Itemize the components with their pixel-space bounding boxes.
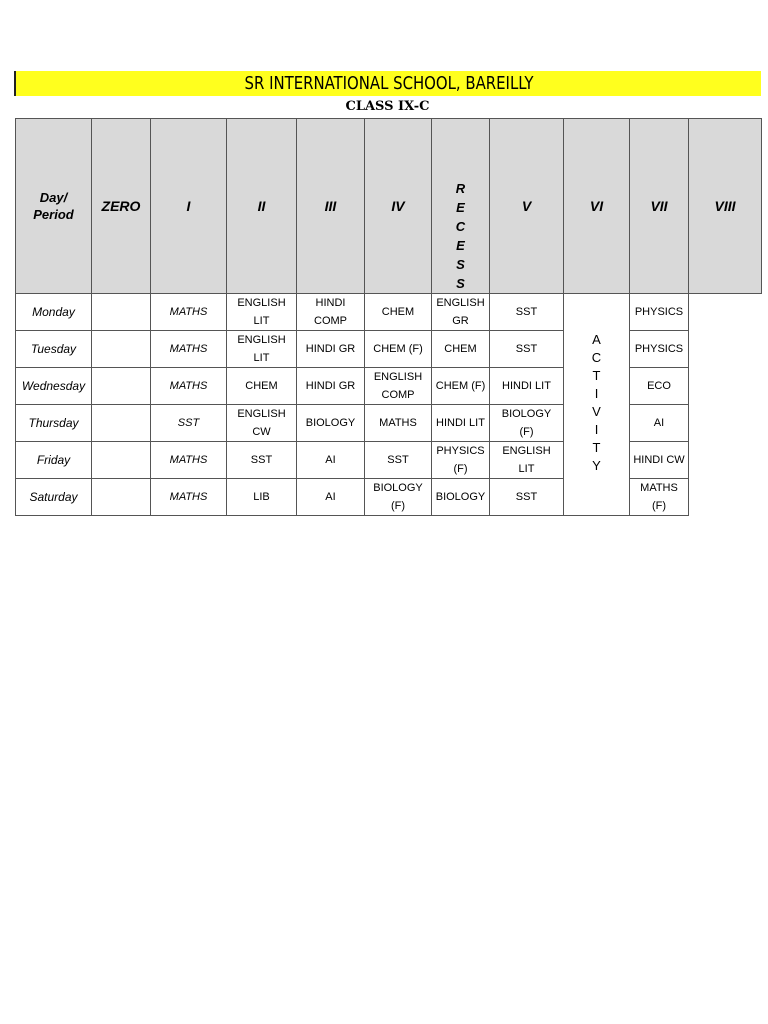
activity-letter: I <box>594 386 599 401</box>
cell-line: CW <box>252 426 271 438</box>
cell-line: (F) <box>519 426 534 438</box>
period-cell: SST <box>490 479 564 516</box>
activity-letter: T <box>592 440 601 455</box>
recess-letter: R <box>455 181 466 196</box>
header-period-8: VIII <box>689 119 762 294</box>
period-cell: CHEM <box>227 368 297 405</box>
period-cell: ENGLISH LIT <box>227 331 297 368</box>
period-cell: PHYSICS <box>630 294 689 331</box>
day-cell: Friday <box>16 442 92 479</box>
activity-letter: C <box>591 350 602 365</box>
period-cell: AI <box>297 442 365 479</box>
period-cell: HINDI GR <box>297 331 365 368</box>
day-cell: Monday <box>16 294 92 331</box>
period-cell: SST <box>365 442 432 479</box>
activity-letter: Y <box>592 458 601 473</box>
period-cell: MATHS <box>151 442 227 479</box>
cell-line: (F) <box>390 500 406 512</box>
zero-cell <box>92 368 151 405</box>
header-period-4: IV <box>365 119 432 294</box>
recess-letter: E <box>456 238 465 253</box>
period-cell: AI <box>297 479 365 516</box>
period-cell: HINDI CW <box>630 442 689 479</box>
period-cell: SST <box>227 442 297 479</box>
zero-cell <box>92 442 151 479</box>
period-cell: MATHS (F) <box>630 479 689 516</box>
period-cell: CHEM (F) <box>432 368 490 405</box>
table-row <box>16 479 762 516</box>
header-period-7: VII <box>630 119 689 294</box>
zero-cell <box>92 294 151 331</box>
cell-line: ENGLISH <box>237 408 286 420</box>
day-cell: Tuesday <box>16 331 92 368</box>
header-zero: ZERO <box>92 119 151 294</box>
period-cell: MATHS <box>151 368 227 405</box>
day-cell: Thursday <box>16 405 92 442</box>
period-cell: HINDI LIT <box>490 368 564 405</box>
recess-letter: C <box>455 219 466 234</box>
table-row <box>16 331 762 368</box>
cell-line: BIOLOGY <box>373 482 423 494</box>
zero-cell <box>92 331 151 368</box>
period-cell: BIOLOGY <box>432 479 490 516</box>
activity-letter: T <box>592 368 601 383</box>
header-period-5: V <box>490 119 564 294</box>
period-cell <box>227 405 297 442</box>
recess-letter: S <box>456 276 465 291</box>
timetable <box>15 118 762 516</box>
cell-line: ENGLISH <box>373 371 423 383</box>
period-cell: BIOLOGY <box>297 405 365 442</box>
header-day-label: Day/ <box>39 190 68 205</box>
header-period-1: I <box>151 119 227 294</box>
period-cell: MATHS <box>151 479 227 516</box>
period-cell: CHEM <box>365 294 432 331</box>
period-cell: ECO <box>630 368 689 405</box>
zero-cell <box>92 405 151 442</box>
table-row <box>16 294 762 331</box>
recess-letter: S <box>456 257 465 272</box>
table-row <box>16 405 762 442</box>
period-cell: ENGLISH GR <box>432 294 490 331</box>
zero-cell <box>92 479 151 516</box>
period-cell <box>490 405 564 442</box>
period-cell: HINDI GR <box>297 368 365 405</box>
period-cell <box>365 479 432 516</box>
header-period-label: Period <box>33 207 74 222</box>
cell-line: COMP <box>314 315 347 327</box>
period-cell: MATHS <box>151 331 227 368</box>
period-cell: SST <box>490 331 564 368</box>
class-title: CLASS IX-C <box>345 99 430 114</box>
activity-column <box>564 294 630 516</box>
header-period-6: VI <box>564 119 630 294</box>
school-title-banner <box>14 71 761 96</box>
recess-letter: E <box>456 200 465 215</box>
period-cell <box>490 442 564 479</box>
recess-column <box>432 119 490 294</box>
activity-letter: I <box>594 422 599 437</box>
day-cell: Wednesday <box>16 368 92 405</box>
day-cell: Saturday <box>16 479 92 516</box>
header-period-2: II <box>227 119 297 294</box>
activity-letter: A <box>592 332 601 347</box>
period-cell: SST <box>490 294 564 331</box>
cell-line: ENGLISH <box>502 445 551 457</box>
period-cell: SST <box>151 405 227 442</box>
period-cell: HINDI LIT <box>432 405 490 442</box>
activity-letter: V <box>592 404 601 419</box>
period-cell: MATHS <box>151 294 227 331</box>
period-cell: PHYSICS (F) <box>432 442 490 479</box>
table-row <box>16 368 762 405</box>
period-cell: PHYSICS <box>630 331 689 368</box>
cell-line: LIT <box>518 463 535 475</box>
period-cell: CHEM (F) <box>365 331 432 368</box>
cell-line: HINDI <box>315 297 346 309</box>
period-cell: ENGLISH LIT <box>227 294 297 331</box>
period-cell <box>365 368 432 405</box>
table-row <box>16 442 762 479</box>
header-day-period <box>16 119 92 294</box>
period-cell: AI <box>630 405 689 442</box>
period-cell <box>297 294 365 331</box>
school-name: SR INTERNATIONAL SCHOOL, BAREILLY <box>244 73 533 94</box>
period-cell: LIB <box>227 479 297 516</box>
period-cell: MATHS <box>365 405 432 442</box>
cell-line: BIOLOGY <box>501 408 552 420</box>
header-row <box>16 119 762 294</box>
period-cell: CHEM <box>432 331 490 368</box>
header-period-3: III <box>297 119 365 294</box>
cell-line: COMP <box>381 389 415 401</box>
